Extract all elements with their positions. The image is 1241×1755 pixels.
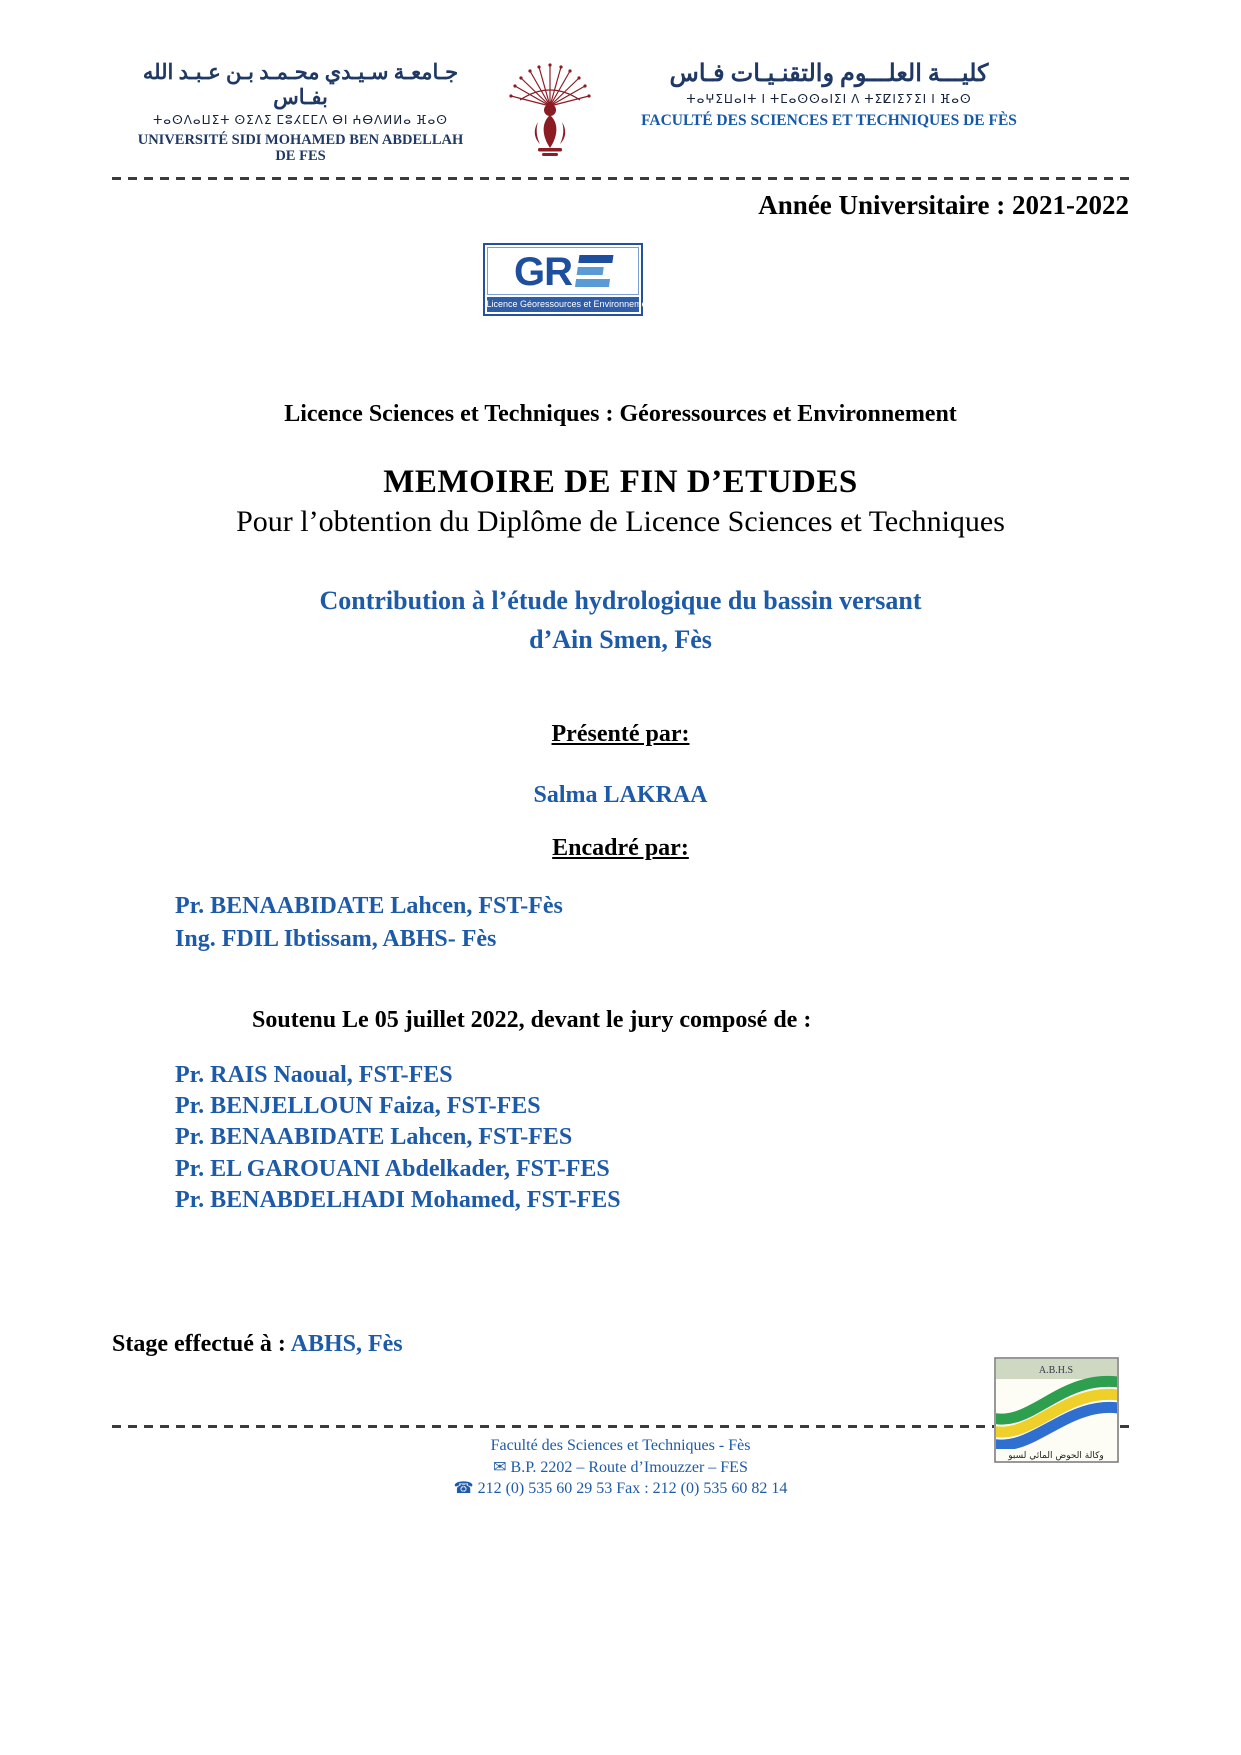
jury-member: Pr. BENABDELHADI Mohamed, FST-FES bbox=[175, 1186, 621, 1213]
supervisor-list bbox=[175, 890, 1129, 955]
academic-year: Année Universitaire : 2021-2022 bbox=[758, 190, 1129, 221]
memoire-title: MEMOIRE DE FIN D’ETUDES bbox=[383, 464, 858, 501]
top-dashed-divider bbox=[112, 177, 1129, 180]
abhs-logo-arabic: وكالة الحوض المائي لسبو bbox=[1008, 1451, 1104, 1461]
faculty-name: FACULTÉ DES SCIENCES ET TECHNIQUES DE FÈS bbox=[641, 111, 1017, 129]
gre-logo-subtitle: Licence Géoressources et Environnement bbox=[487, 297, 639, 312]
jury-member: Pr. BENJELLOUN Faiza, FST-FES bbox=[175, 1093, 541, 1120]
bottom-dashed-divider bbox=[112, 1425, 1129, 1428]
obtention-subtitle: Pour l’obtention du Diplôme de Licence Sciences et Techniques bbox=[236, 505, 1005, 539]
supervisor-item: Pr. BENAABIDATE Lahcen, FST-Fès bbox=[175, 893, 563, 920]
abhs-logo-label: A.B.H.S bbox=[1038, 1365, 1074, 1376]
footer-phone-text: 212 (0) 535 60 29 53 Fax : 212 (0) 535 60 82 14 bbox=[477, 1480, 788, 1498]
phone-icon: ☎ bbox=[453, 1480, 474, 1498]
faculty-block bbox=[633, 60, 1025, 129]
faculty-name-arabic: كليـــة العلـــوم والتقنـيـات فـاس bbox=[669, 61, 989, 87]
university-logo-wrap bbox=[495, 60, 605, 162]
jury-member: Pr. RAIS Naoual, FST-FES bbox=[175, 1062, 453, 1089]
footer-address-text: B.P. 2202 – Route d’Imouzzer – FES bbox=[510, 1458, 748, 1476]
university-name-arabic: جـامعـة سـيـدي محـمـد بـن عـبـد الله بفـاس bbox=[142, 60, 459, 110]
thesis-subject-title bbox=[112, 581, 1129, 659]
abhs-logo bbox=[994, 1357, 1119, 1463]
gre-logo-e-icon bbox=[575, 255, 614, 290]
presented-by-heading: Présenté par: bbox=[551, 721, 690, 748]
licence-title: Licence Sciences et Techniques : Géoressources et Environnement bbox=[284, 401, 957, 428]
supervised-by-heading: Encadré par: bbox=[552, 835, 689, 862]
footer-address-line bbox=[112, 1457, 1129, 1479]
page-footer bbox=[112, 1365, 1129, 1500]
internship-location: ABHS, Fès bbox=[290, 1330, 403, 1357]
gre-logo bbox=[483, 243, 655, 316]
faculty-name-tifinagh: ⵜⴰⵖⵉⵡⴰⵏⵜ ⵏ ⵜⵎⴰⵙⵙⴰⵏⵉⵏ ⴷ ⵜⵉⵇⵏⵉⵢⵉⵏ ⵏ ⴼⴰⵙ bbox=[686, 91, 972, 106]
thesis-subject-line1: Contribution à l’étude hydrologique du bassin versant bbox=[319, 586, 922, 616]
supervisor-item: Ing. FDIL Ibtissam, ABHS- Fès bbox=[175, 925, 497, 952]
university-block bbox=[128, 60, 473, 165]
gre-logo-row bbox=[112, 243, 1129, 316]
footer-phone-line bbox=[112, 1478, 1129, 1500]
jury-member: Pr. BENAABIDATE Lahcen, FST-FES bbox=[175, 1124, 573, 1151]
defense-statement: Soutenu Le 05 juillet 2022, devant le jury composé de : bbox=[252, 1007, 812, 1034]
jury-list bbox=[175, 1060, 1129, 1216]
university-logo-icon bbox=[509, 60, 591, 162]
internship-line bbox=[112, 1331, 1129, 1358]
jury-member: Pr. EL GAROUANI Abdelkader, FST-FES bbox=[175, 1155, 610, 1182]
university-name-tifinagh: ⵜⴰⵙⴷⴰⵡⵉⵜ ⵙⵉⴷⵉ ⵎⵓⵃⵎⵎⴷ ⴱⵏ ⵄⴱⴷⵍⵍⴰ ⴼⴰⵙ bbox=[153, 113, 448, 128]
internship-label: Stage effectué à : bbox=[112, 1330, 286, 1357]
envelope-icon: ✉ bbox=[493, 1458, 507, 1476]
student-name: Salma LAKRAA bbox=[533, 782, 708, 809]
footer-text bbox=[112, 1435, 1129, 1500]
university-name: UNIVERSITÉ SIDI MOHAMED BEN ABDELLAH DE FES bbox=[137, 132, 464, 165]
gre-logo-letters bbox=[487, 247, 639, 295]
header bbox=[112, 60, 1129, 165]
gre-logo-gr-text: GR bbox=[514, 250, 572, 295]
thesis-subject-line2: d’Ain Smen, Fès bbox=[529, 625, 712, 655]
footer-faculty-line: Faculté des Sciences et Techniques - Fès bbox=[490, 1437, 751, 1454]
